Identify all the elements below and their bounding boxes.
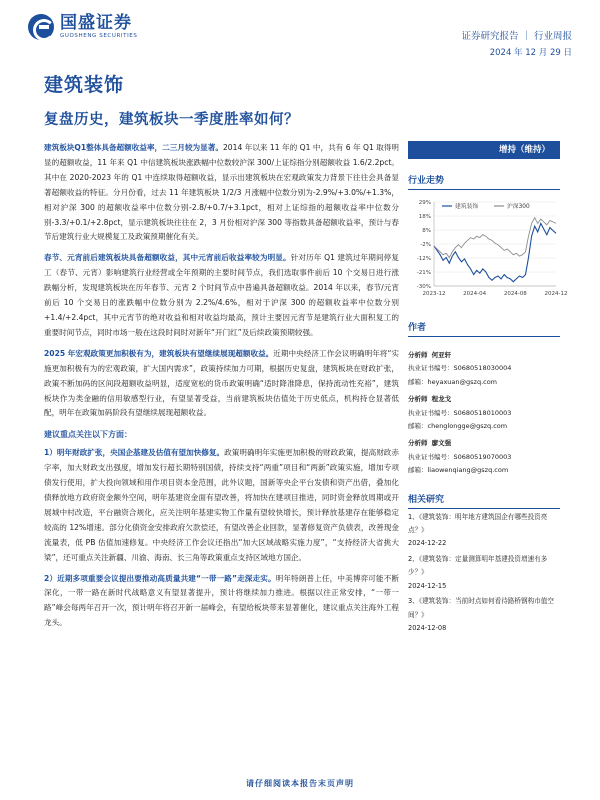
x-tick-label: 2024-04 (463, 291, 487, 297)
related-report[interactable] (408, 511, 560, 551)
logo-text-cn: 国盛证券 (60, 13, 132, 33)
logo-mark-icon (28, 14, 54, 40)
cert-label: 执业证书编号： (408, 408, 454, 417)
related-title[interactable]: 3、《建筑装饰：当前时点如何看待路桥钢构市值空间？》 (408, 597, 554, 619)
footer-disclaimer: 请仔细阅读本报告末页声明 (246, 779, 354, 788)
trend-heading: 行业走势 (408, 173, 560, 190)
report-body (44, 141, 399, 637)
series-line-csi300 (434, 218, 556, 258)
recommend-point (44, 572, 399, 632)
y-tick-label: -2% (420, 242, 431, 248)
authors-heading: 作者 (408, 320, 560, 337)
report-date: 2024 年 12 月 29 日 (489, 48, 572, 58)
report-header (0, 0, 600, 62)
x-tick-label: 2023-12 (422, 291, 446, 297)
trend-chart-svg (408, 194, 568, 306)
sidebar (408, 141, 568, 635)
logo-text-en: GUOSHENG SECURITIES (60, 33, 138, 39)
legend-label: 建筑装饰 (455, 204, 479, 210)
recommend-point (44, 446, 399, 565)
cert-label: 执业证书编号： (408, 452, 454, 461)
author-email[interactable]: heyaxuan@gszq.com (427, 377, 498, 386)
email-label: 邮箱： (408, 422, 428, 431)
authors-list (408, 349, 560, 478)
industry-name: 建筑装饰 (44, 74, 125, 96)
body-paragraph (44, 251, 399, 340)
point-lead: 1）明年财政扩张，央国企基建及估值有望加快修复。 (44, 448, 225, 458)
related-date: 2024-12-08 (408, 623, 447, 632)
paragraph-lead: 春节、元宵前后建筑板块具备超额收益，其中元宵前后收益率较为明显。 (44, 253, 291, 263)
cert-label: 执业证书编号： (408, 364, 454, 373)
related-date: 2024-12-15 (408, 581, 447, 590)
author-entry (408, 437, 560, 477)
author-cert: S0680519070003 (453, 452, 512, 461)
y-tick-label: 8% (422, 228, 431, 234)
report-type: 证券研究报告 ｜ 行业周报 (461, 31, 572, 42)
paragraph-lead: 2025 年宏观政策更加积极有为，建筑板块有望继续展现超额收益。 (44, 348, 274, 358)
legend-label: 沪深300 (507, 204, 530, 210)
y-tick-label: -21% (416, 270, 431, 276)
author-email[interactable]: chenglongge@gszq.com (427, 422, 508, 431)
author-name: 廖文强 (431, 439, 452, 448)
author-cert: S0680518030004 (453, 364, 512, 373)
author-entry (408, 393, 560, 433)
related-report[interactable] (408, 595, 560, 635)
trend-chart (408, 194, 568, 306)
author-role: 分析师 (408, 439, 428, 448)
paragraph-lead: 建筑板块Q1整体具备超额收益率，二三月较为显著。 (44, 143, 223, 152)
related-title[interactable]: 1、《建筑装饰：明年地方建筑国企有哪些投资亮点？》 (408, 512, 548, 535)
email-label: 邮箱： (408, 377, 428, 386)
point-text: 政策明确明年实施更加积极的财政政策，提高财政赤字率，加大财政支出强度，增加发行超长期特别国债，持续支持“两重”项目和“两新”政策实施，增加专项债发行使用，扩大投向领域和用作项目资本金范围，此外议题，国新等央企平台发债和资产出借，叠加化债释放地方政府资金额外空间，明年基建资金面有望改善，将加快在建项目推进，同时资金释放周期或开展城中村改造，平台融资合规化，应关注明年基建实物工作量有望较快增长，预计释放基建存在能够稳定较高的 12%增速。部分化债资金安排政府欠款偿还，有望改善企业回款，显著修复资产负债表，改善现金流量表，低 PB 估值加速修复。中央经济工作会议还指出“加大区域战略实施力度”，“支持经济大省挑大梁”，还可重点关注新疆、川渝、海南、长三角等政策重点支持区域地方国企。 (44, 448, 400, 562)
paragraph-text: 针对历年 Q1 建筑过年期间停复工（春节、元宵）影响建筑行业经营或全年预期的主要时间节点，我们选取事件前后 10 个交易日进行涨跌幅分析，发现建筑板块在历年春节、元宵 2 个时间节点中普遍具备超额收益。2014 年以来，春节/元宵前后 10 个交易日的涨跌幅中位数分别为 2.2%/4.6%，相对于沪深 300 的超额收益率中位数分别+1.4/+2.4pct，其中元宵节的绝对收益和相对收益均最高，预计主要因元宵节是建筑行业大面积复工的重要时间节点，同时市场一般在这段时间时对新年“开门红”及后续政策预期较强。 (44, 253, 399, 337)
x-tick-label: 2024-12 (544, 291, 568, 297)
author-role: 分析师 (408, 395, 428, 404)
author-name: 何亚轩 (431, 351, 452, 359)
author-role: 分析师 (408, 351, 428, 359)
report-title: 复盘历史，建筑板块一季度胜率如何？ (44, 112, 299, 128)
related-heading: 相关研究 (408, 492, 560, 509)
related-date: 2024-12-22 (408, 539, 447, 548)
author-email[interactable]: liaowenqiang@gszq.com (427, 466, 509, 475)
y-tick-label: -12% (416, 256, 431, 262)
author-name: 程龙戈 (431, 395, 452, 404)
rating-badge: 增持（维持） (408, 141, 560, 159)
email-label: 邮箱： (408, 466, 428, 475)
body-paragraph (44, 141, 399, 245)
related-report[interactable] (408, 553, 560, 593)
related-title[interactable]: 2、《建筑装饰：定量测算明年基建投资增速有多少？》 (408, 554, 548, 577)
point-text: 明年特朗普上任，中美博弈可能不断深化，一带一路在新时代战略意义有望显著提升，预计将继续加力推进。根据以往正常安排，“一带一路”峰会每两年召开一次，预计明年将召开新一届峰会，有望给板块带来显著催化，建议重点关注海外工程龙头。 (44, 573, 399, 628)
body-paragraph (44, 347, 399, 422)
y-tick-label: 18% (418, 214, 431, 220)
company-logo (28, 14, 137, 40)
author-entry (408, 349, 560, 389)
point-lead: 2）近期多项重要会议提出要推动高质量共建“一带一路”走深走实。 (44, 573, 276, 583)
recommend-heading: 建议重点关注以下方面： (44, 430, 132, 440)
paragraph-text: 近期中央经济工作会议明确明年将“实施更加积极有为的宏观政策，扩大国内需求”，政策持续加力可期，根据历史复盘，建筑板块在财政扩张，政策不断加码的区间段超额收益明显，适度宽松的货币政策明确“适时降准降息，保持流动性充裕”，建筑板块作为类金融的信用敏感型行业，有望显著受益，当前建筑板块估值处于历史低点，机构持仓显著低配，明年在政策加码阶段有望继续展现超额收益。 (44, 348, 400, 418)
author-cert: S0680518010003 (453, 408, 512, 417)
paragraph-text: 2014 年以来 11 年的 Q1 中，共有 6 年 Q1 取得明显的超额收益，11 年来 Q1 中信建筑板块涨跌幅中位数较沪深 300/上证综指分别超额收益 1.6/2.2pct。其中在 2020-2023 年的 Q1 中连续取得超额收益，显示出建筑板块在宏观政策发力背景下往往会具备显著超额收益的特征。分月份看，过去 11 年建筑板块 1/2/3 月涨幅中位数分别为-2.9%/+3.0%/+1.3%，相对沪深 300 的超额收益率中位数分别-2.8/+0.7/+3.1pct，相对上证综指的超额收益率中位数分别-3.3/+0.1/+2.8pct，显示建筑板块往往在 2，3 月份相对沪深 300 等指数具备超额收益率，预计与春节后建筑行业大规模复工及政策预期催化有关。 (44, 143, 399, 242)
y-tick-label: 29% (418, 200, 431, 206)
x-tick-label: 2024-08 (503, 291, 527, 297)
y-tick-label: -30% (416, 284, 431, 290)
